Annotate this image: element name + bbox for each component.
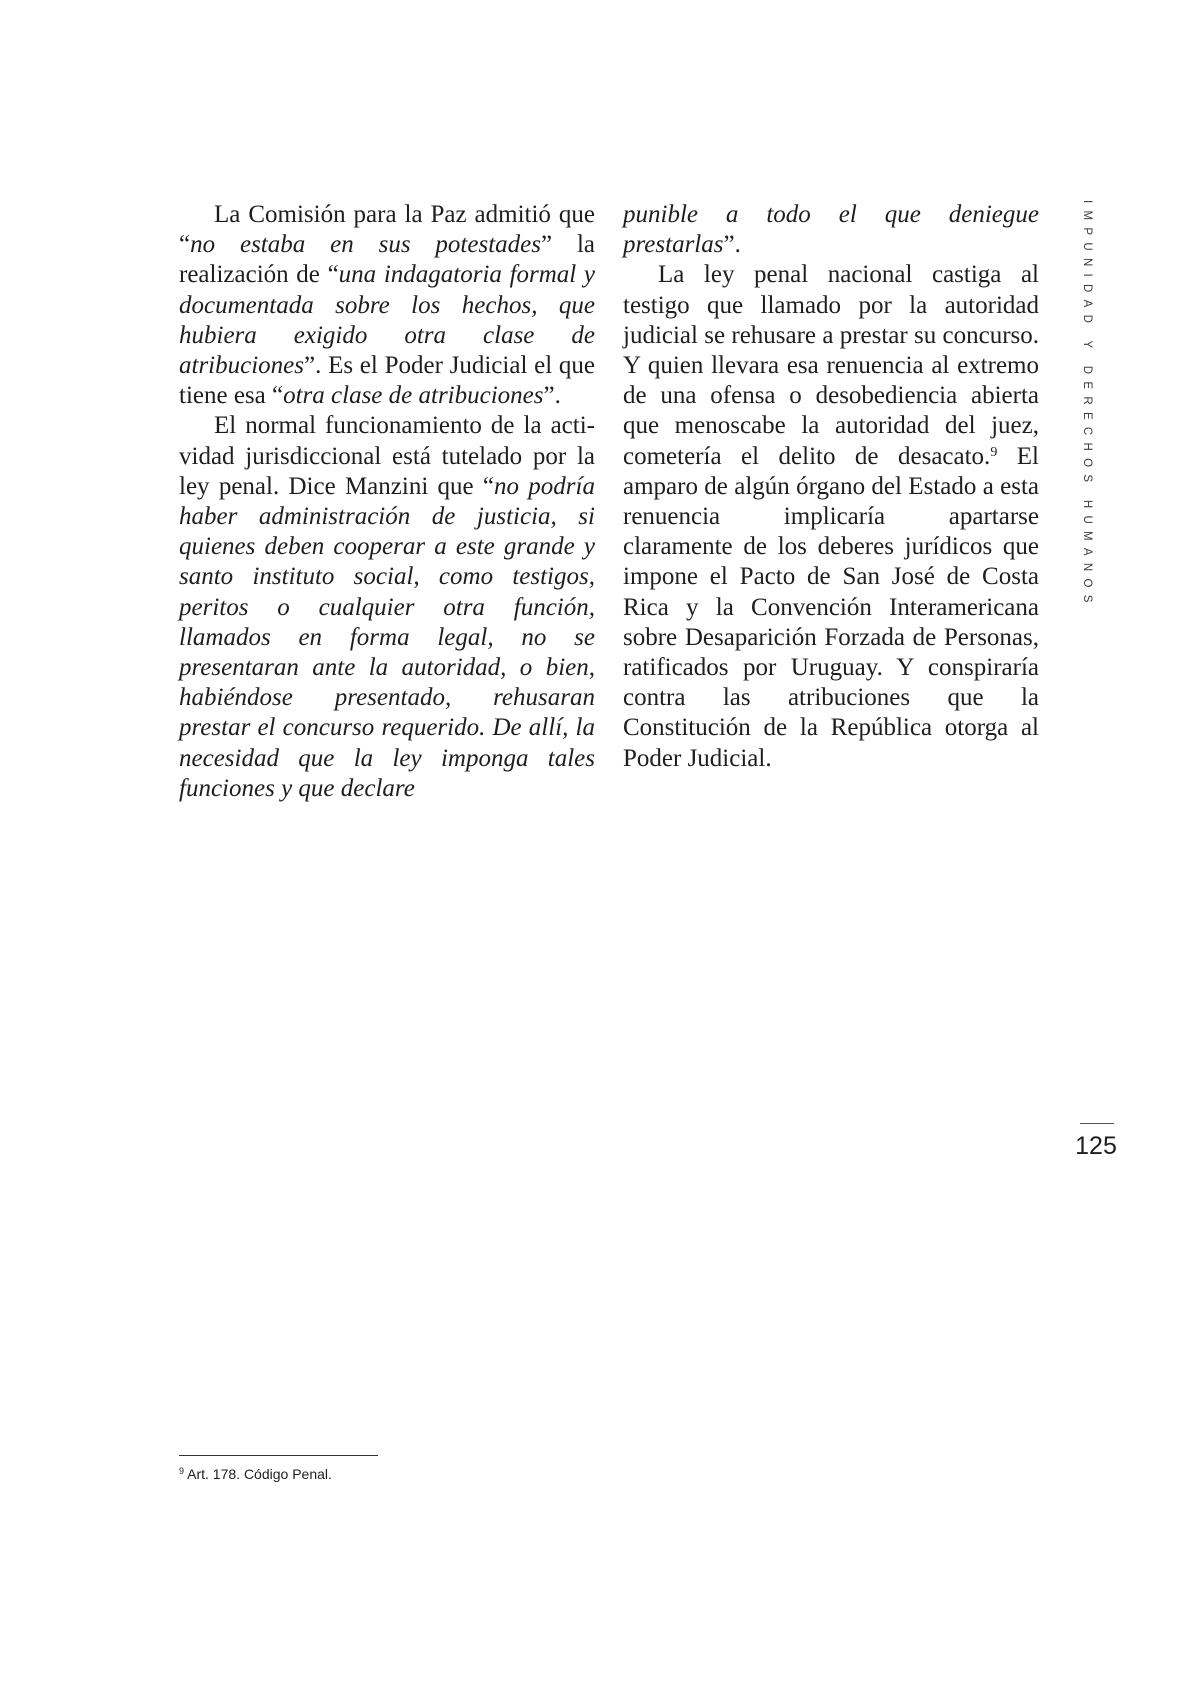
footnote-separator — [179, 1455, 378, 1456]
footnote-reference[interactable]: 9 — [990, 444, 998, 460]
left-text-column — [179, 200, 595, 804]
paragraph: La Comisión para la Paz admitió que “no estaba en sus potestades” la realización de “una indagatoria formal y documentada sobre los hechos, que hubiera exigido otra clase de atribuciones”. Es el Poder Judicial el que tiene esa “otra clase de atribuciones”. — [179, 201, 595, 410]
running-head: IMPUNIDAD Y DERECHOS HUMANOS — [1081, 200, 1093, 610]
right-text-column — [623, 200, 1039, 774]
footnote — [179, 1466, 332, 1482]
paragraph-continuation: punible a todo el que deniegue prestarlas”. — [623, 201, 1039, 259]
footnote-text: Art. 178. Código Penal. — [184, 1466, 332, 1482]
paragraph: El normal funcionamiento de la actividad jurisdiccional está tutelado por la ley penal. Dice Manzini que “no podría haber administración de justicia, si quienes deben cooperar a este grande y santo instituto social, como testigos, peritos o cualquier otra función, llamados en forma legal, no se presentaran ante la autoridad, o bien, habiéndose presentado, rehusaran prestar el concurso requerido. De allí, la necesidad que la ley imponga tales funciones y que declare — [179, 412, 595, 802]
paragraph: La ley penal nacional castiga al testigo que llamado por la autoridad judicial se rehusare a prestar su concurso. Y quien llevara esa renuencia al extremo de una ofensa o desobediencia abierta que menoscabe la autoridad del juez, cometería el delito de desacato.$^9$ El amparo de algún órgano del Estado a esta renuencia implicaría apartarse claramente de los deberes jurídicos que impone el Pacto de San José de Costa Rica y la Convención Interamericana sobre Desaparición Forzada de Personas, ratificados por Uruguay. Y conspiraría contra las atribuciones que la Constitución de la República otorga al Poder Judicial. — [623, 261, 1039, 772]
page-number: 125 — [1075, 1132, 1117, 1160]
footnote-marker: 9 — [179, 1466, 185, 1476]
page-number-rule — [1080, 1123, 1114, 1124]
